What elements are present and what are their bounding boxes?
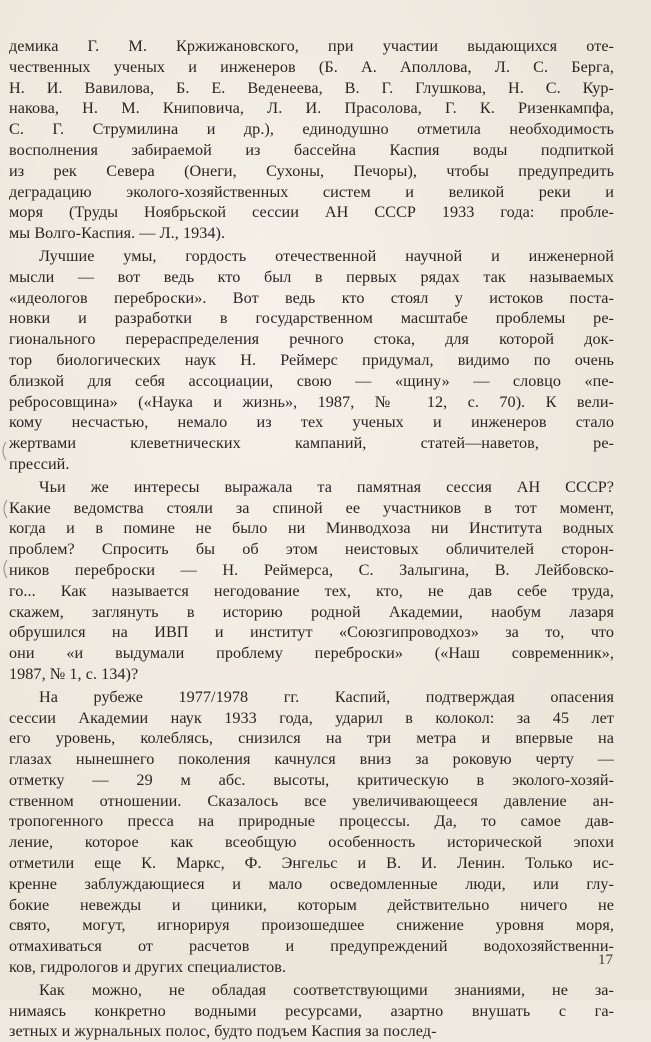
text-line: нимаясь конкретно водными ресурсами, азартно внушать с га- [9, 1001, 614, 1020]
text-line: кренне заблуждающиеся и мало осведомленные люди, или глу- [9, 874, 614, 893]
text-line: накова, Н. М. Книповича, Л. И. Прасолова, Г. К. Ризенкампфа, [9, 99, 614, 118]
text-line: мы Волго-Каспия. — Л., 1934). [9, 224, 226, 243]
text-line: прессий. [9, 454, 70, 473]
text-line: «идеологов переброски». Вот ведь кто стоял у истоков поста- [9, 288, 614, 307]
text-line: восполнения забираемой из бассейна Каспия воды подпиткой [9, 140, 614, 159]
text-line: моря (Труды Ноябрьской сессии АН СССР 1933 года: пробле- [9, 203, 614, 222]
text-line: го... Как называется негодование тех, кто, не дав себе труда, [9, 581, 614, 600]
text-line: свято, могут, игнорируя произошедшее снижение уровня моря, [9, 916, 614, 935]
text-line: бокие невежды и циники, которым действительно ничего не [9, 895, 614, 914]
text-line: деградацию эколого-хозяйственных систем и великой реки и [9, 182, 614, 201]
text-line: ребросовщина» («Наука и жизнь», 1987, № 12, с. 70). К вели- [9, 392, 614, 411]
text-line: тропогенного пресса на природные процессы. Да, то самое дав- [9, 812, 614, 831]
text-line: Какие ведомства стояли за спиной ее участников в тот момент, [9, 498, 614, 517]
text-line: мысли — вот ведь кто был в первых рядах так называемых [9, 267, 614, 286]
paragraph [9, 980, 614, 1042]
text-line: сессии Академии наук 1933 года, ударил в колокол: за 45 лет [9, 708, 614, 727]
text-line: глазах нынешнего поколения качнулся вниз за роковую черту — [9, 750, 614, 769]
text-line: На рубеже 1977/1978 гг. Каспий, подтверждая опасения [39, 687, 614, 706]
text-line: чественных ученых и инженеров (Б. А. Аполлова, Л. С. Берга, [9, 57, 614, 76]
text-line: отмахиваться от расчетов и предупреждений водохозяйственни- [9, 937, 614, 956]
paragraph [9, 246, 614, 475]
text-line: гионального перераспределения речного стока, для которой док- [9, 330, 614, 349]
text-line: жертвами клеветнических кампаний, статей—наветов, ре- [9, 434, 614, 453]
text-line: ков, гидрологов и других специалистов. [9, 958, 287, 977]
text-line: демика Г. М. Кржижановского, при участии выдающихся оте- [9, 37, 614, 55]
page-number: 17 [598, 952, 613, 968]
text-line: новки и разработки в государственном масштабе проблемы ре- [9, 309, 614, 328]
text-line: они «и выдумали проблему переброски» («Наш современник», [9, 644, 614, 663]
text-line: из рек Севера (Онеги, Сухоны, Печоры), чтобы предупредить [9, 161, 614, 180]
text-line: ление, которое как всеобщую особенность исторической эпохи [9, 833, 614, 852]
paragraph [9, 36, 614, 244]
text-line: кому несчастью, немало из тех ученых и инженеров стало [9, 413, 614, 432]
text-line: Н. И. Вавилова, Б. Е. Веденеева, В. Г. Глушкова, Н. С. Кур- [9, 78, 614, 97]
text-line: зетных и журнальных полос, будто подъем Каспия за послед- [9, 1022, 437, 1041]
text-line: Как можно, не обладая соответствующими знаниями, не за- [39, 980, 614, 999]
text-line: скажем, заглянуть в историю родной Академии, наобум лазаря [9, 602, 614, 621]
text-line: ственном отношении. Сказалось все увеличивающееся давление ан- [9, 791, 614, 810]
text-line: Лучшие умы, гордость отечественной научной и инженерной [39, 246, 614, 265]
body-text [9, 36, 614, 1042]
text-line: отметили еще К. Маркс, Ф. Энгельс и В. И. Ленин. Только ис- [9, 854, 614, 873]
text-line: ников переброски — Н. Реймерса, С. Залыгина, В. Лейбовско- [9, 560, 614, 579]
margin-pencil-marks [0, 440, 12, 600]
text-line: С. Г. Струмилина и др.), единодушно отметила необходимость [9, 120, 614, 139]
paragraph [9, 477, 614, 685]
text-line: проблем? Спросить бы об этом неистовых обличителей сторон- [9, 540, 614, 559]
text-line: обрушился на ИВП и институт «Союзгипроводхоз» за то, что [9, 623, 614, 642]
paragraph [9, 687, 614, 978]
text-line: 1987, № 1, с. 134)? [9, 664, 139, 683]
text-line: отметку — 29 м абс. высоты, критическую в эколого-хозяй- [9, 770, 614, 789]
text-line: тор биологических наук Н. Реймерс придумал, видимо по очень [9, 350, 614, 369]
text-line: Чьи же интересы выражала та памятная сессия АН СССР? [39, 477, 614, 496]
text-line: его уровень, колеблясь, снизился на три метра и впервые на [9, 729, 614, 748]
text-line: близкой для себя ассоциации, свою — «щину» — словцо «пе- [9, 371, 614, 390]
text-line: когда и в помине не было ни Минводхоза ни Института водных [9, 519, 614, 538]
